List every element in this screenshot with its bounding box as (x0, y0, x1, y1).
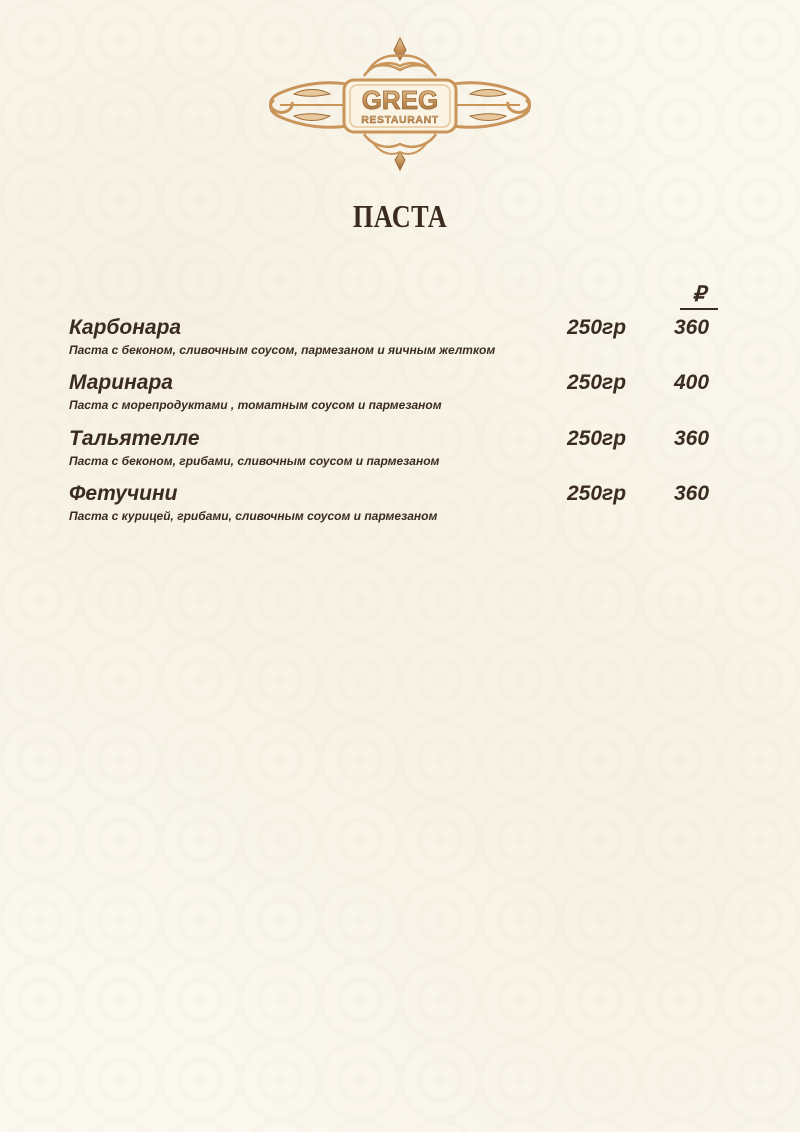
item-weight: 250гр (567, 427, 627, 450)
item-description: Паста с курицей, грибами, сливочным соусом и пармезаном (69, 509, 438, 523)
item-description: Паста с морепродуктами , томатным соусом и пармезаном (69, 398, 442, 412)
item-weight: 250гр (567, 371, 627, 394)
menu-item (69, 371, 729, 417)
item-name: Тальятелле (69, 427, 200, 450)
item-description: Паста с беконом, сливочным соусом, пармезаном и яичным желтком (69, 343, 496, 357)
restaurant-logo (264, 36, 536, 172)
item-name: Карбонара (69, 316, 182, 339)
item-weight: 250гр (567, 482, 627, 505)
section-title: ПАСТА (352, 198, 448, 234)
item-name: Маринара (69, 371, 173, 394)
menu-item (69, 482, 729, 528)
item-price: 360 (674, 316, 710, 339)
item-weight: 250гр (567, 316, 627, 339)
item-price: 360 (674, 427, 710, 450)
item-price: 360 (674, 482, 710, 505)
currency-underline (680, 308, 718, 310)
currency-symbol: ₽ (692, 283, 706, 306)
logo-subtitle: RESTAURANT (361, 114, 439, 126)
item-name: Фетучини (69, 482, 178, 505)
menu-item (69, 316, 729, 362)
menu-item (69, 427, 729, 473)
item-price: 400 (674, 371, 710, 394)
logo-name: GREG (361, 85, 439, 115)
item-description: Паста с беконом, грибами, сливочным соусом и пармезаном (69, 454, 440, 468)
